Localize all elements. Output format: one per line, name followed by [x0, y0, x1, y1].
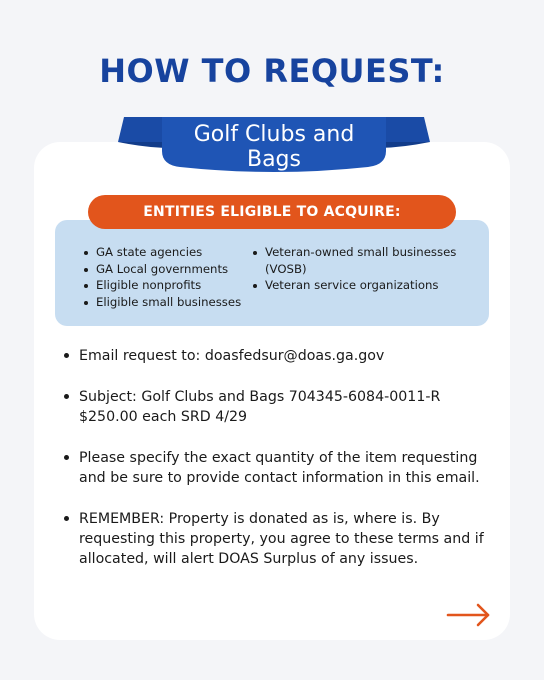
- ribbon-title-line2: Bags: [246, 147, 301, 172]
- list-item: GA Local governments: [82, 261, 254, 278]
- list-item: GA state agencies: [82, 244, 254, 261]
- eligible-list-right: [251, 244, 476, 294]
- instructions-list: [62, 346, 492, 590]
- eligible-entities-header: ENTITIES ELIGIBLE TO ACQUIRE:: [88, 195, 456, 229]
- list-item: Eligible nonprofits: [82, 277, 254, 294]
- instruction-remember: REMEMBER: Property is donated as is, where is. By requesting this property, you agree to these terms and if allocated, will alert DOAS Surplus of any issues.: [62, 509, 492, 569]
- arrow-right-icon[interactable]: [446, 601, 492, 629]
- list-item: Veteran service organizations: [251, 277, 476, 294]
- list-item: Veteran-owned small businesses (VOSB): [251, 244, 476, 277]
- eligible-list-left: [82, 244, 254, 310]
- instruction-subject: Subject: Golf Clubs and Bags 704345-6084-0011-R $250.00 each SRD 4/29: [62, 387, 492, 427]
- page-title: HOW TO REQUEST:: [99, 52, 445, 90]
- instruction-email: Email request to: doasfedsur@doas.ga.gov: [62, 346, 492, 366]
- item-ribbon: [118, 117, 430, 183]
- ribbon-title-line1: Golf Clubs and: [193, 122, 355, 147]
- list-item: Eligible small businesses: [82, 294, 254, 311]
- instruction-quantity: Please specify the exact quantity of the item requesting and be sure to provide contact information in this email.: [62, 448, 492, 488]
